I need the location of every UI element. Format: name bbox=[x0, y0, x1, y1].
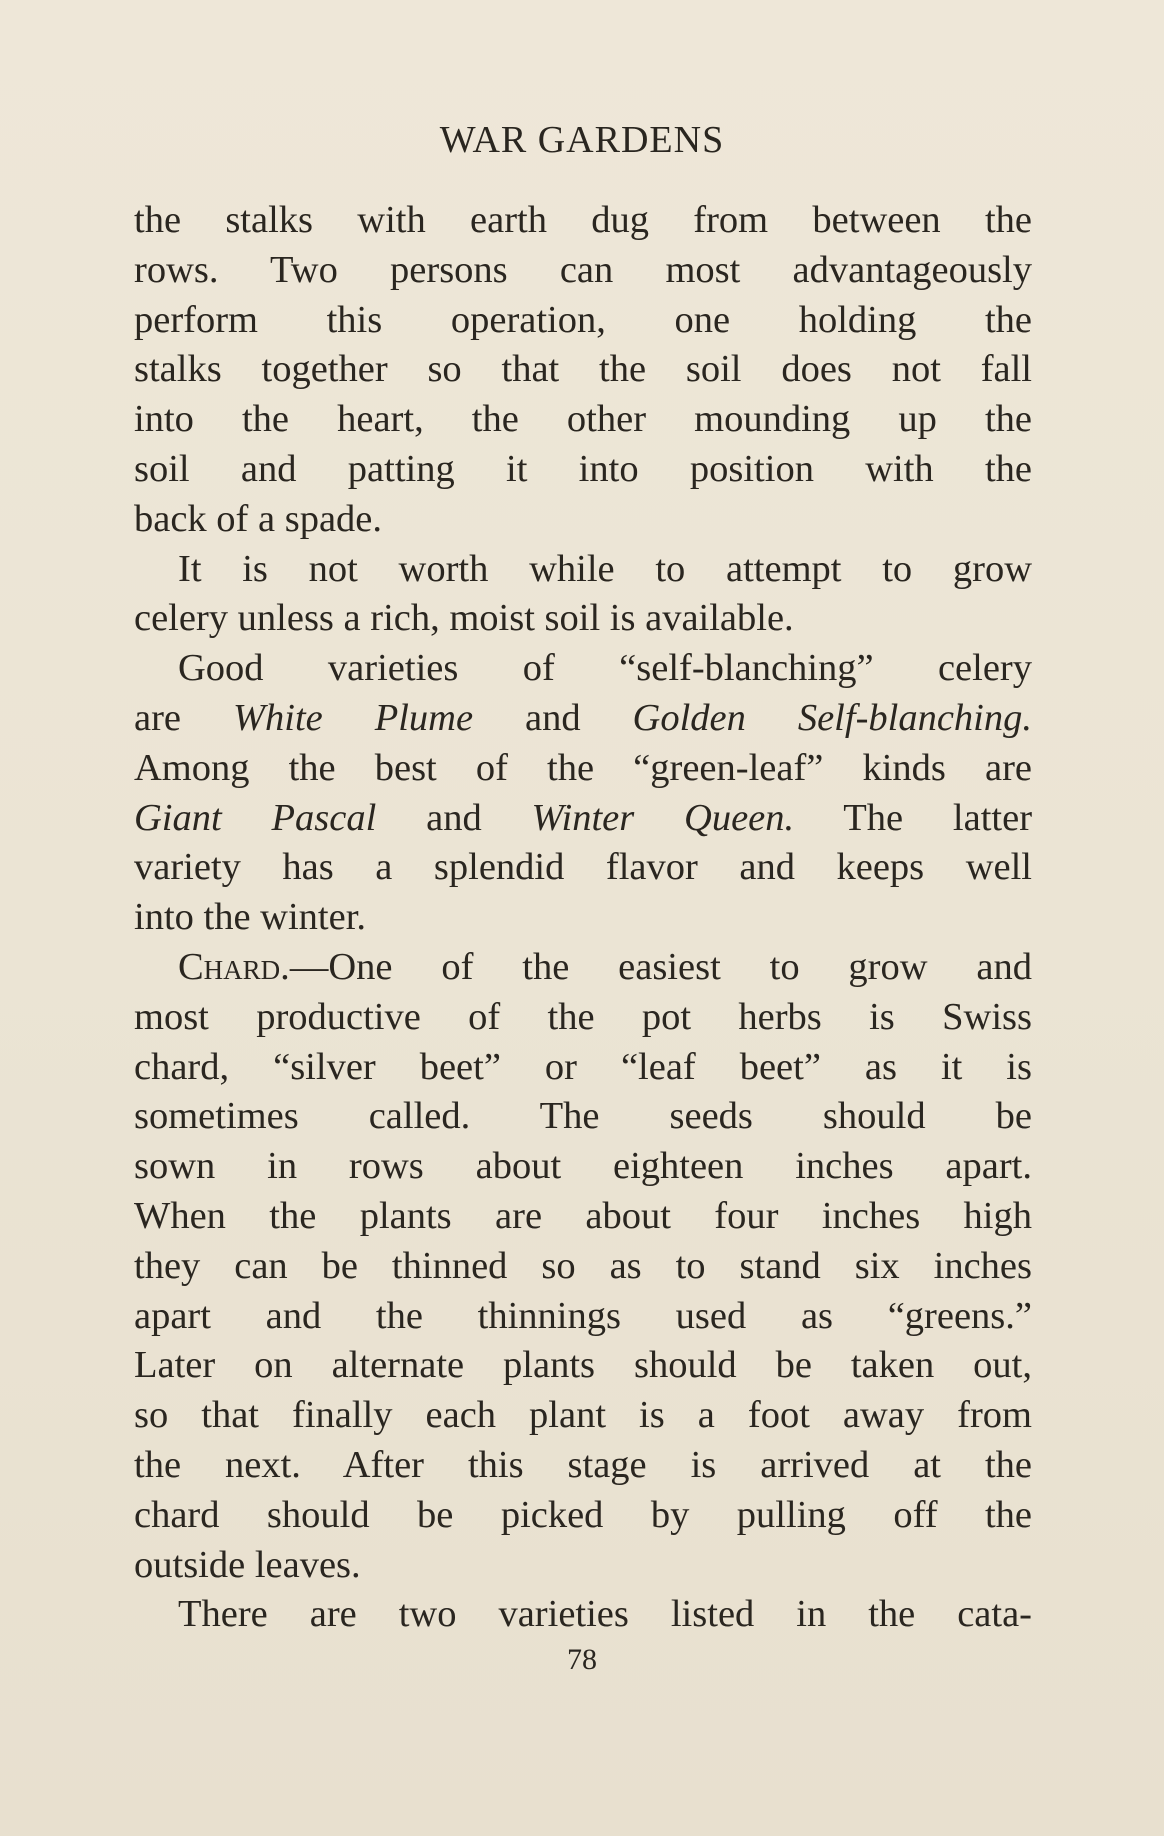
text-line bbox=[134, 395, 1032, 445]
italic-text: Golden Self-blanching. bbox=[632, 696, 1032, 739]
italic-text: White Plume bbox=[232, 696, 474, 739]
text-segment: Later on alternate plants should be taken out, bbox=[134, 1344, 1032, 1387]
text-segment: outside leaves. bbox=[134, 1543, 361, 1586]
text-line bbox=[134, 694, 1032, 744]
text-segment: into the heart, the other mounding up the bbox=[134, 398, 1032, 441]
text-segment: celery unless a rich, moist soil is available. bbox=[134, 597, 794, 640]
text-segment: There are two varieties listed in the cata- bbox=[178, 1593, 1032, 1636]
text-segment: and bbox=[376, 796, 532, 839]
text-line bbox=[134, 246, 1032, 296]
text-segment: chard should be picked by pulling off the bbox=[134, 1493, 1032, 1536]
text-line bbox=[134, 794, 1032, 844]
text-line bbox=[134, 445, 1032, 495]
text-segment: the stalks with earth dug from between the bbox=[134, 199, 1032, 241]
running-head: WAR GARDENS bbox=[439, 119, 725, 161]
body-text bbox=[134, 196, 1032, 1640]
text-segment: It is not worth while to attempt to grow bbox=[178, 547, 1032, 590]
text-segment: Among the best of the “green-leaf” kinds are bbox=[134, 746, 1032, 789]
text-segment: they can be thinned so as to stand six inches bbox=[134, 1244, 1032, 1287]
text-line bbox=[134, 594, 1032, 644]
text-line bbox=[134, 993, 1032, 1043]
text-line bbox=[134, 1391, 1032, 1441]
text-line bbox=[134, 943, 1032, 993]
text-segment: sown in rows about eighteen inches apart. bbox=[134, 1145, 1032, 1188]
text-line bbox=[134, 644, 1032, 694]
text-line bbox=[134, 744, 1032, 794]
text-line bbox=[134, 1092, 1032, 1142]
text-segment: chard, “silver beet” or “leaf beet” as it is bbox=[134, 1045, 1032, 1088]
text-segment: into the winter. bbox=[134, 896, 367, 939]
text-segment: stalks together so that the soil does not fall bbox=[134, 348, 1032, 391]
text-line bbox=[134, 1292, 1032, 1342]
italic-text: Winter Queen. bbox=[531, 796, 795, 839]
text-line bbox=[134, 893, 1032, 943]
text-segment: the next. After this stage is arrived at the bbox=[134, 1443, 1032, 1486]
text-line bbox=[134, 196, 1032, 246]
text-line bbox=[134, 1043, 1032, 1093]
text-segment: Good varieties of “self-blanching” celery bbox=[178, 647, 1032, 690]
text-segment: When the plants are about four inches high bbox=[134, 1194, 1032, 1237]
text-line bbox=[134, 1541, 1032, 1591]
text-line bbox=[134, 1242, 1032, 1292]
page-number: 78 bbox=[567, 1643, 597, 1676]
text-segment: The latter bbox=[794, 796, 1033, 839]
text-line bbox=[134, 495, 1032, 545]
text-line bbox=[134, 345, 1032, 395]
text-line bbox=[134, 1142, 1032, 1192]
section-heading: Chard. bbox=[178, 945, 290, 988]
text-segment: variety has a splendid flavor and keeps well bbox=[134, 846, 1032, 889]
text-segment: sometimes called. The seeds should be bbox=[134, 1095, 1032, 1138]
text-segment: most productive of the pot herbs is Swiss bbox=[134, 995, 1032, 1038]
text-segment: and bbox=[473, 696, 633, 739]
text-segment: —One of the easiest to grow and bbox=[289, 945, 1032, 988]
text-segment: soil and patting it into position with the bbox=[134, 447, 1032, 490]
text-line bbox=[134, 1491, 1032, 1541]
text-segment: rows. Two persons can most advantageously bbox=[134, 248, 1032, 291]
text-segment: so that finally each plant is a foot away from bbox=[134, 1394, 1032, 1437]
italic-text: Giant Pascal bbox=[134, 796, 377, 839]
text-line bbox=[134, 1192, 1032, 1242]
text-segment: are bbox=[134, 696, 233, 739]
text-segment: apart and the thinnings used as “greens.” bbox=[134, 1294, 1032, 1337]
text-line bbox=[134, 296, 1032, 346]
text-line bbox=[134, 1441, 1032, 1491]
text-line bbox=[134, 1341, 1032, 1391]
text-segment: perform this operation, one holding the bbox=[134, 298, 1032, 341]
text-line bbox=[134, 843, 1032, 893]
text-segment: back of a spade. bbox=[134, 497, 382, 540]
text-line bbox=[134, 545, 1032, 595]
text-line bbox=[134, 1590, 1032, 1640]
